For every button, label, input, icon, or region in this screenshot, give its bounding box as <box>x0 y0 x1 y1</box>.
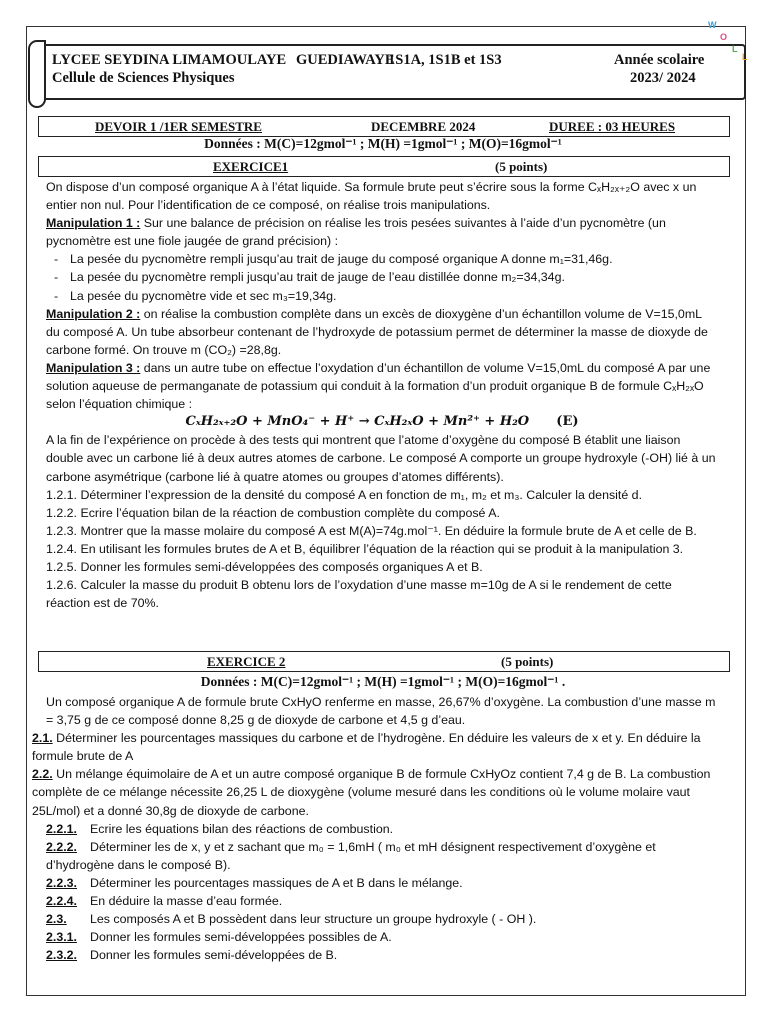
subquestion-item <box>46 892 718 910</box>
subquestion-text: En déduire la masse d’eau formée. <box>90 894 283 909</box>
school-city: GUEDIAWAYE <box>296 52 395 68</box>
exam-date: DECEMBRE 2024 <box>371 119 476 134</box>
class-list: 1S1A, 1S1B et 1S3 <box>388 52 502 68</box>
school-year-label: Année scolaire <box>614 52 705 68</box>
school-name: LYCEE SEYDINA LIMAMOULAYE <box>52 52 287 68</box>
question-2-1 <box>32 729 718 765</box>
question-item: 1.2.1. Déterminer l’expression de la densité du composé A en fonction de m₁, m₂ et m₃. Calculer la densité d. <box>46 487 643 502</box>
exercise1-observations: A la fin de l’expérience on procède à des tests qui montrent que l’atome d’oxygène du composé B établit une liaison double avec un carbone lié à deux autres atomes de carbone. Le composé A comporte un groupe hydroxyle (-OH) lié à un carbone asymétrique (carbone lié à quatre atomes ou groupes d’atomes différents). <box>46 433 716 484</box>
manipulation-3-label: Manipulation 3 : <box>46 360 141 375</box>
question-item: 1.2.6. Calculer la masse du produit B obtenu lors de l’oxydation d’une masse m=10g de A si le rendement de cette réaction est de 70%. <box>46 578 672 611</box>
exercise2-points: (5 points) <box>501 654 554 669</box>
exercise1-title-bar <box>38 156 730 177</box>
chemical-equation <box>46 413 718 431</box>
subquestion-number: 2.3.2. <box>46 948 78 963</box>
school-logo: W O L L <box>708 20 748 62</box>
exercise2-body <box>32 693 718 964</box>
question-2-2 <box>32 765 718 819</box>
manipulation-2 <box>46 305 718 359</box>
manipulation-1 <box>46 214 718 250</box>
question-item: 1.2.5. Donner les formules semi-développées des composés organiques A et B. <box>46 559 483 574</box>
question-item: 1.2.2. Ecrire l’équation bilan de la réaction de combustion complète du composé A. <box>46 505 500 520</box>
exercise2-intro: Un composé organique A de formule brute CxHyO renferme en masse, 26,67% d’oxygène. La combustion d’une masse m = 3,75 g de ce composé donne 8,25 g de dioxyde de carbone et 4,5 g d’eau. <box>46 695 716 728</box>
subquestion-number: 2.3.1. <box>46 930 78 945</box>
subquestion-text: Les composés A et B possèdent dans leur structure un groupe hydroxyle ( - OH ). <box>90 912 537 927</box>
subquestion-item <box>46 874 718 892</box>
subquestion-text: Donner les formules semi-développées possibles de A. <box>90 930 392 945</box>
exercise2-title-bar <box>38 651 730 672</box>
exercise1-title: EXERCICE1 <box>213 159 289 174</box>
exam-info-bar <box>38 116 730 137</box>
pesee-item: - La pesée du pycnomètre vide et sec m₃=19,34g. <box>46 287 718 305</box>
banner-scroll-curl <box>28 40 46 108</box>
subquestion-item <box>46 820 718 838</box>
pesee-item: - La pesée du pycnomètre rempli jusqu’au trait de jauge du composé organique A donne m₁=31,46g. <box>46 250 718 268</box>
subquestion-item <box>46 928 718 946</box>
subquestion-number: 2.2.1. <box>46 821 78 836</box>
manipulation-2-label: Manipulation 2 : <box>46 306 141 321</box>
department-name: Cellule de Sciences Physiques <box>52 70 235 86</box>
exercise2-title: EXERCICE 2 <box>207 654 286 669</box>
question-item: 1.2.3. Montrer que la masse molaire du composé A est M(A)=74g.mol⁻¹. En déduire la formule brute de A et celle de B. <box>46 523 697 538</box>
subquestion-number: 2.2.4. <box>46 894 78 909</box>
exercise1-points: (5 points) <box>495 159 548 174</box>
subquestion-text: Déterminer les pourcentages massiques de A et B dans le mélange. <box>90 875 463 890</box>
question-item: 1.2.4. En utilisant les formules brutes de A et B, équilibrer l’équation de la réaction qui se produit à la manipulation 3. <box>46 541 684 556</box>
subquestion-item <box>46 946 718 964</box>
subquestion-item <box>46 910 718 928</box>
exercise2-data-line: Données : M(C)=12gmol⁻¹ ; M(H) =1gmol⁻¹ ; M(O)=16gmol⁻¹ . <box>200 674 566 689</box>
exam-title: DEVOIR 1 /1ER SEMESTRE <box>95 119 262 134</box>
subquestion-item <box>46 838 718 874</box>
school-year: 2023/ 2024 <box>630 70 696 86</box>
exercise1-body <box>46 178 718 612</box>
manipulation-3 <box>46 359 718 413</box>
subquestion-text: Déterminer les de x, y et z sachant que m₀ = 1,6mH ( m₀ et mH désignent respectivement d’oxygène et d’hydrogène dans le composé B). <box>46 839 656 872</box>
question-text: Déterminer les pourcentages massiques du carbone et de l’hydrogène. En déduire les valeurs de x et y. En déduire la formule brute de A <box>32 731 701 764</box>
manipulation-2-text: on réalise la combustion complète dans un excès de dioxygène d’un échantillon volume de V=15,0mL du composé A. Un tube absorbeur contenant de l’hydroxyde de potassium permet de déterminer la masse de dioxyde de carbone formé. On trouve m (CO₂) =28,8g. <box>46 306 708 357</box>
subquestion-text: Donner les formules semi-développées de B. <box>90 948 338 963</box>
subquestion-number: 2.3. <box>46 912 67 927</box>
question-number: 2.2. <box>32 767 53 782</box>
equation-formula: CₓH₂ₓ₊₂O + MnO₄⁻ + H⁺ → CₓH₂ₓO + Mn²⁺ + H₂O <box>185 414 530 430</box>
subquestion-number: 2.2.2. <box>46 839 78 854</box>
exam-duration: DUREE : 03 HEURES <box>549 119 676 134</box>
manipulation-1-label: Manipulation 1 : <box>46 216 141 231</box>
manipulation-1-text: Sur une balance de précision on réalise les trois pesées suivantes à l’aide d’un pycnomètre (un pycnomètre est une fiole jaugée de grand précision) : <box>46 216 666 249</box>
subquestion-number: 2.2.3. <box>46 875 78 890</box>
exam-data-line: Données : M(C)=12gmol⁻¹ ; M(H) =1gmol⁻¹ ; M(O)=16gmol⁻¹ <box>204 136 562 151</box>
question-text: Un mélange équimolaire de A et un autre composé organique B de formule CxHyOz contient 7,4 g de B. La combustion complète de ce mélange nécessite 26,25 L de dioxygène (volume mesuré dans les conditions où le volume molaire vaut 25L/mol) et a donné 30,8g de dioxyde de carbone. <box>32 767 711 818</box>
exercise1-intro: On dispose d’un composé organique A à l’état liquide. Sa formule brute peut s’écrire sous la forme CₓH₂ₓ₊₂O avec x un entier non nul. Pour l’identification de ce composé, on réalise trois manipulations. <box>46 180 697 213</box>
question-number: 2.1. <box>32 731 53 746</box>
pesee-item: - La pesée du pycnomètre rempli jusqu’au trait de jauge de l’eau distillée donne m₂=34,34g. <box>46 268 718 286</box>
manipulation-3-text: dans un autre tube on effectue l’oxydation d’un échantillon de volume V=15,0mL du composé A par une solution aqueuse de permanganate de potassium qui conduit à la formation d’un produit organique B de formule CₓH₂ₓO selon l’équation chimique : <box>46 360 711 412</box>
equation-tag: (E) <box>556 414 579 430</box>
subquestion-text: Ecrire les équations bilan des réactions de combustion. <box>90 821 394 836</box>
